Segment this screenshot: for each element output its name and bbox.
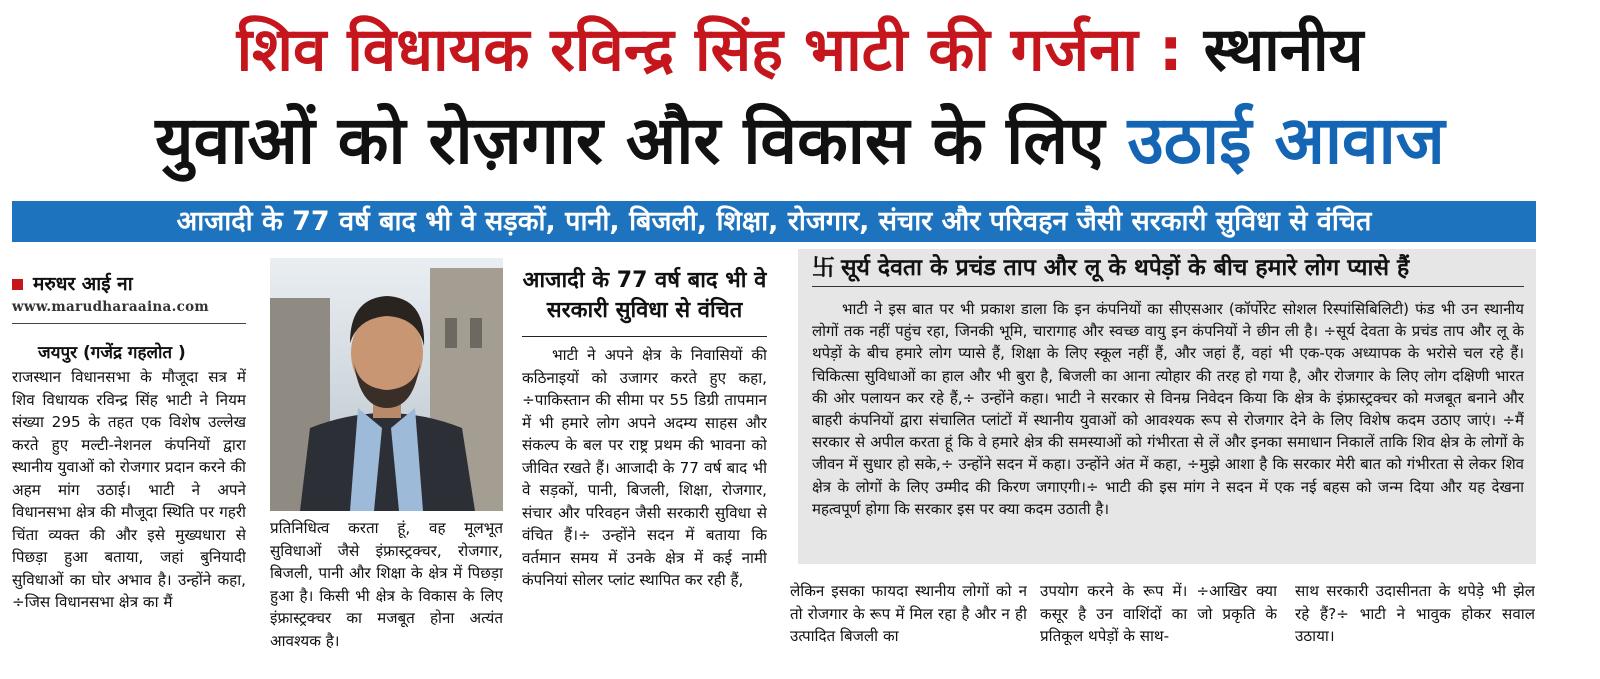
article-column-2: प्रतिनिधित्व करता हूं, वह मूलभूत सुविधाओं जैसे इंफ्रास्ट्रक्चर, रोजगार, बिजली, पानी और शिक्षा के क्षेत्र में पिछड़ा हुआ है। किसी भी क्षेत्र के विकास के लिए इंफ्रास्ट्रक्चर का मजबूत होना अत्यंत आवश्यक है। (270, 519, 503, 650)
article-column-6: साथ सरकारी उदासीनता के थपेड़े भी झेल रहे हैं?÷ भाटी ने भावुक होकर सवाल उठाया। (1295, 582, 1535, 645)
headline-line-1 (0, 15, 1600, 85)
subheadline-banner: आजादी के 77 वर्ष बाद भी वे सड़कों, पानी, बिजली, शिक्षा, रोजगार, संचार और परिवहन जैसी सरकारी सुविधा से वंचित (12, 201, 1536, 242)
headline-line-2 (0, 102, 1600, 179)
headline-line2-black: युवाओं को रोज़गार और विकास के लिए (155, 102, 1128, 179)
portrait-icon (270, 258, 503, 511)
box-body-text: भाटी ने इस बात पर भी प्रकाश डाला कि इन कंपनियों का सीएसआर (कॉर्पोरेट सोशल रिस्पांसिबिलिटी) फंड भी उन स्थानीय लोगों तक नहीं पहुंच रहा, जिनकी भूमि, चारागाह और स्वच्छ वायु इन कंपनियों ने छीन ली है। ÷सूर्य देवता के प्रचंड ताप और लू के थपेड़ों के बीच हमारे लोग प्यासे हैं, शिक्षा के लिए स्कूल नहीं हैं, और जहां हैं, वहां भी एक-एक अध्यापक के भरोसे चल रहे हैं। चिकित्सा सुविधाओं का हाल और भी बुरा है, बिजली का आना त्योहार की तरह हो गया है, और रोजगार के लिए लोग दक्षिणी भारत की ओर पलायन कर रहे हैं,÷ उन्होंने कहा। भाटी ने सरकार से विनम्र निवेदन किया कि क्षेत्र के इंफ्रास्ट्रक्चर को मजबूत बनाने और बाहरी कंपनियों द्वारा संचालित प्लांटों में स्थानीय युवाओं को आवश्यक रूप से रोजगार देने के लिए विशेष कदम उठाए जाएं। ÷मैं सरकार से अपील करता हूं कि वे हमारे क्षेत्र की समस्याओं को गंभीरता से लें और इनका समाधान निकालें ताकि शिव क्षेत्र के लोगों के जीवन में सुधार हो सके,÷ उन्होंने सदन में कहा। उन्होंने अंत में कहा, ÷मुझे आशा है कि सरकार मेरी बात को गंभीरता से लेकर शिव क्षेत्र के लोगों के लिए उम्मीद की किरण जगाएगी।÷ भाटी की इस मांग ने सदन में एक नई बहस को जन्म दिया और यह देखना महत्वपूर्ण होगा कि सरकार इस पर क्या कदम उठाती है। (812, 300, 1524, 518)
subhead-divider (522, 336, 767, 337)
box-heading (812, 250, 1524, 287)
red-square-icon (12, 279, 23, 290)
dateline: जयपुर (गजेंद्र गहलोत ) (38, 343, 186, 363)
headline-black-part: स्थानीय (1203, 15, 1364, 85)
brand-name (12, 270, 133, 296)
portrait-photo (270, 258, 503, 511)
website-url: www.marudharaaina.com (12, 299, 209, 315)
article-column-1: राजस्थान विधानसभा के मौजूदा सत्र में शिव विधायक रविन्द्र सिंह भाटी ने नियम संख्या 295 के तहत एक विशेष उल्लेख करते हुए मल्टी-नेशनल कंपनियों द्वारा स्थानीय युवाओं को रोजगार प्रदान करने की अहम मांग उठाई। भाटी ने अपने विधानसभा क्षेत्र की मौजूदा स्थिति पर गहरी चिंता व्यक्त की और इसे मुख्यधारा से पिछड़ा हुआ बताया, जहां बुनियादी सुविधाओं का घोर अभाव है। उन्होंने कहा, ÷जिस विधानसभा क्षेत्र का मैं (12, 368, 246, 611)
column-3-subhead: आजादी के 77 वर्ष बाद भी वे सरकारी सुविधा से वंचित (522, 268, 767, 323)
headline-line2-blue: उठाई आवाज (1127, 102, 1445, 179)
swastika-icon: 卐 (812, 255, 835, 281)
article-column-4: लेकिन इसका फायदा स्थानीय लोगों को न तो रोजगार के रूप में मिल रहा है और न ही उत्पादित बिजली का (790, 582, 1027, 645)
article-column-3: भाटी ने अपने क्षेत्र के निवासियों की कठिनाइयों को उजागर करते हुए कहा, ÷पाकिस्तान की सीमा पर 55 डिग्री तापमान में भी हमारे लोग अपने अदम्य साहस और संकल्प के बल पर राष्ट्र प्रथम की भावना को जीवित रखते हैं। आजादी के 77 वर्ष बाद भी वे सड़कों, पानी, बिजली, शिक्षा, रोजगार, संचार और परिवहन जैसी सरकारी सुविधा से वंचित हैं।÷ उन्होंने सदन में बताया कि वर्तमान समय में उनके क्षेत्र में कई नामी कंपनियां सोलर प्लांट स्थापित कर रही हैं, (522, 346, 767, 589)
headline-red-part: शिव विधायक रविन्द्र सिंह भाटी की गर्जना (236, 15, 1138, 85)
brand-label: मरुधर आई ना (33, 273, 133, 295)
article-column-5: उपयोग करने के रूप में। ÷आखिर क्या कसूर है उन वाशिंदों का जो प्रकृति के प्रतिकूल थपेड़ों के साथ- (1040, 582, 1277, 645)
box-heading-text: सूर्य देवता के प्रचंड ताप और लू के थपेड़ों के बीच हमारे लोग प्यासे हैं (841, 255, 1410, 281)
headline-colon: : (1137, 15, 1204, 85)
byline-divider (12, 323, 246, 324)
